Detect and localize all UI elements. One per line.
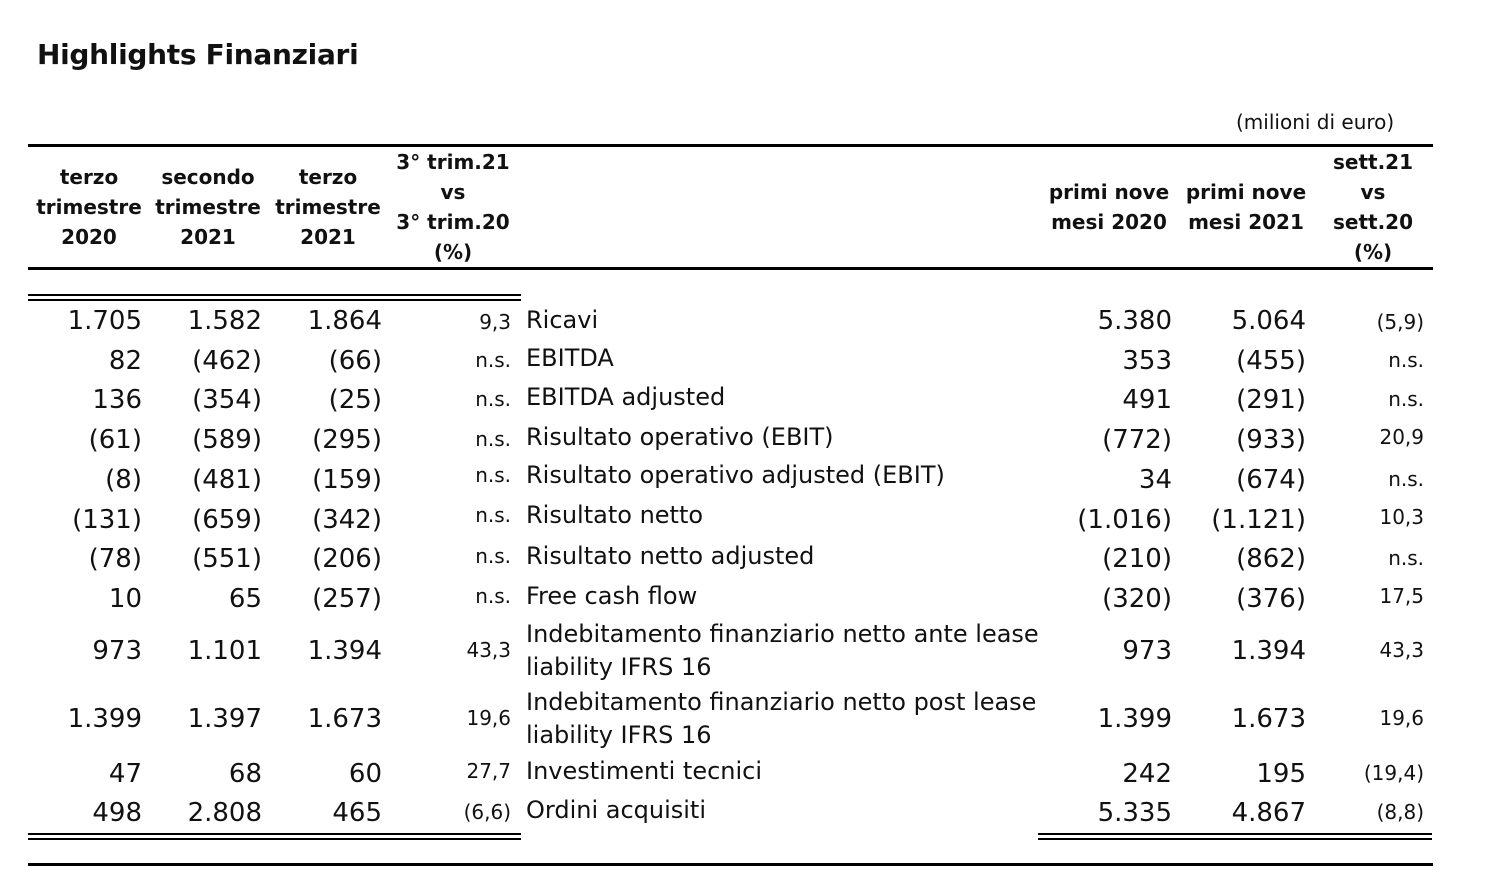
table-row	[0, 686, 1500, 754]
row-label: Risultato netto	[526, 501, 704, 529]
cell-q2-2021: (589)	[192, 425, 262, 455]
cell-q2-2021: (481)	[192, 465, 262, 495]
cell-nine-months-variation: n.s.	[1388, 387, 1424, 411]
cell-nine-months-2020: 491	[1122, 385, 1172, 415]
cell-q3-2021: 1.673	[307, 704, 382, 734]
cell-quarter-variation: 19,6	[466, 706, 511, 730]
table-row	[0, 461, 1500, 499]
cell-q2-2021: 1.397	[187, 704, 262, 734]
cell-nine-months-variation: 43,3	[1379, 638, 1424, 662]
row-label: Free cash flow	[526, 582, 698, 610]
cell-nine-months-variation: (5,9)	[1376, 310, 1424, 334]
cell-q3-2020: 82	[108, 346, 142, 376]
row-label: Risultato netto adjusted	[526, 542, 815, 570]
cell-nine-months-2021: (933)	[1236, 425, 1306, 455]
cell-q3-2020: 973	[92, 636, 142, 666]
cell-nine-months-variation: n.s.	[1388, 348, 1424, 372]
cell-nine-months-2021: 4.867	[1231, 798, 1306, 828]
table-row	[0, 425, 1500, 459]
body-bottom-rule-left	[28, 833, 521, 835]
cell-nine-months-2020: 353	[1122, 346, 1172, 376]
cell-q3-2020: (131)	[72, 505, 142, 535]
header-q3-2020: terzo trimestre 2020	[36, 165, 142, 249]
cell-q3-2021: (257)	[312, 584, 382, 614]
cell-q3-2020: 498	[92, 798, 142, 828]
cell-nine-months-variation: (19,4)	[1363, 761, 1424, 785]
table-row	[0, 584, 1500, 618]
cell-q3-2021: (206)	[312, 544, 382, 574]
header-nine-months-2021: primi nove mesi 2021	[1185, 180, 1307, 234]
cell-q3-2021: 465	[332, 798, 382, 828]
cell-nine-months-2020: (772)	[1102, 425, 1172, 455]
cell-q2-2021: 1.101	[187, 636, 262, 666]
body-bottom-rule-right	[1038, 833, 1432, 835]
cell-nine-months-2021: (291)	[1236, 385, 1306, 415]
cell-q3-2021: (25)	[328, 385, 382, 415]
cell-quarter-variation: 9,3	[479, 310, 511, 334]
cell-q3-2021: (342)	[312, 505, 382, 535]
cell-nine-months-2021: (674)	[1236, 465, 1306, 495]
cell-q2-2021: 1.582	[187, 306, 262, 336]
cell-nine-months-2020: (320)	[1102, 584, 1172, 614]
table-row	[0, 618, 1500, 686]
cell-q2-2021: 2.808	[187, 798, 262, 828]
table-row	[0, 798, 1500, 832]
body-top-rule	[28, 299, 521, 301]
cell-q3-2021: 1.864	[307, 306, 382, 336]
cell-nine-months-2020: 34	[1138, 465, 1172, 495]
row-label: EBITDA adjusted	[526, 383, 726, 411]
cell-q3-2020: 47	[108, 759, 142, 789]
cell-q2-2021: (659)	[192, 505, 262, 535]
cell-nine-months-variation: n.s.	[1388, 467, 1424, 491]
body-bottom-rule-right	[1038, 838, 1432, 840]
cell-nine-months-variation: (8,8)	[1376, 800, 1424, 824]
row-label: Risultato operativo adjusted (EBIT)	[526, 461, 945, 489]
page-title: Highlights Finanziari	[37, 38, 359, 71]
row-label: Investimenti tecnici	[526, 757, 763, 785]
body-bottom-rule-left	[28, 838, 521, 840]
cell-nine-months-variation: n.s.	[1388, 546, 1424, 570]
cell-q3-2020: (8)	[105, 465, 142, 495]
table-row	[0, 544, 1500, 578]
cell-nine-months-2020: 5.380	[1097, 306, 1172, 336]
cell-q3-2020: 1.399	[67, 704, 142, 734]
cell-nine-months-2021: (376)	[1236, 584, 1306, 614]
cell-quarter-variation: n.s.	[475, 544, 511, 568]
cell-nine-months-2020: 242	[1122, 759, 1172, 789]
cell-nine-months-variation: 10,3	[1379, 505, 1424, 529]
cell-quarter-variation: n.s.	[475, 463, 511, 487]
cell-q3-2020: 10	[108, 584, 142, 614]
cell-q3-2021: (66)	[328, 346, 382, 376]
cell-q2-2021: (462)	[192, 346, 262, 376]
cell-nine-months-2021: (1.121)	[1211, 505, 1306, 535]
cell-nine-months-2020: (1.016)	[1077, 505, 1172, 535]
cell-q2-2021: (354)	[192, 385, 262, 415]
cell-q3-2020: (78)	[88, 544, 142, 574]
cell-nine-months-2020: (210)	[1102, 544, 1172, 574]
cell-q3-2020: 1.705	[67, 306, 142, 336]
cell-nine-months-2021: 5.064	[1231, 306, 1306, 336]
units-label: (milioni di euro)	[1236, 110, 1395, 134]
cell-q3-2021: 1.394	[307, 636, 382, 666]
cell-q2-2021: (551)	[192, 544, 262, 574]
cell-q3-2020: (61)	[88, 425, 142, 455]
cell-q3-2021: (295)	[312, 425, 382, 455]
table-row	[0, 385, 1500, 419]
row-label: Ricavi	[526, 306, 599, 334]
cell-quarter-variation: n.s.	[475, 387, 511, 411]
header-nine-months-variation: sett.21 vs sett.20 (%)	[1332, 150, 1414, 264]
cell-nine-months-2021: 195	[1256, 759, 1306, 789]
cell-quarter-variation: 43,3	[466, 638, 511, 662]
cell-q3-2021: (159)	[312, 465, 382, 495]
header-q3-2021: terzo trimestre 2021	[275, 165, 381, 249]
cell-nine-months-2020: 973	[1122, 636, 1172, 666]
cell-nine-months-variation: 17,5	[1379, 584, 1424, 608]
cell-nine-months-2020: 5.335	[1097, 798, 1172, 828]
cell-quarter-variation: n.s.	[475, 348, 511, 372]
cell-quarter-variation: 27,7	[466, 759, 511, 783]
table-row	[0, 759, 1500, 793]
cell-q3-2021: 60	[348, 759, 382, 789]
cell-nine-months-2021: 1.394	[1231, 636, 1306, 666]
header-q2-2021: secondo trimestre 2021	[155, 165, 261, 249]
cell-nine-months-2021: 1.673	[1231, 704, 1306, 734]
cell-nine-months-variation: 20,9	[1379, 425, 1424, 449]
cell-quarter-variation: n.s.	[475, 503, 511, 527]
cell-nine-months-variation: 19,6	[1379, 706, 1424, 730]
row-label: Risultato operativo (EBIT)	[526, 423, 834, 451]
header-quarter-variation: 3° trim.21 vs 3° trim.20 (%)	[396, 150, 510, 264]
table-row	[0, 501, 1500, 539]
row-label: Ordini acquisiti	[526, 796, 707, 824]
cell-quarter-variation: n.s.	[475, 427, 511, 451]
cell-quarter-variation: n.s.	[475, 584, 511, 608]
cell-nine-months-2020: 1.399	[1097, 704, 1172, 734]
header-top-rule	[28, 144, 1433, 147]
cell-q2-2021: 68	[228, 759, 262, 789]
cell-nine-months-2021: (455)	[1236, 346, 1306, 376]
header-nine-months-2020: primi nove mesi 2020	[1048, 180, 1170, 234]
cell-quarter-variation: (6,6)	[463, 800, 511, 824]
cell-q2-2021: 65	[228, 584, 262, 614]
row-label: Indebitamento finanziario netto post lease liability IFRS 16	[526, 688, 1037, 749]
body-top-rule	[28, 294, 521, 296]
table-row	[0, 346, 1500, 380]
cell-nine-months-2021: (862)	[1236, 544, 1306, 574]
table-row	[0, 306, 1500, 340]
cell-q3-2020: 136	[92, 385, 142, 415]
row-label: EBITDA	[526, 344, 614, 372]
header-bottom-rule	[28, 267, 1433, 270]
row-label: Indebitamento finanziario netto ante lease liability IFRS 16	[526, 620, 1039, 681]
table-bottom-rule	[28, 863, 1433, 866]
